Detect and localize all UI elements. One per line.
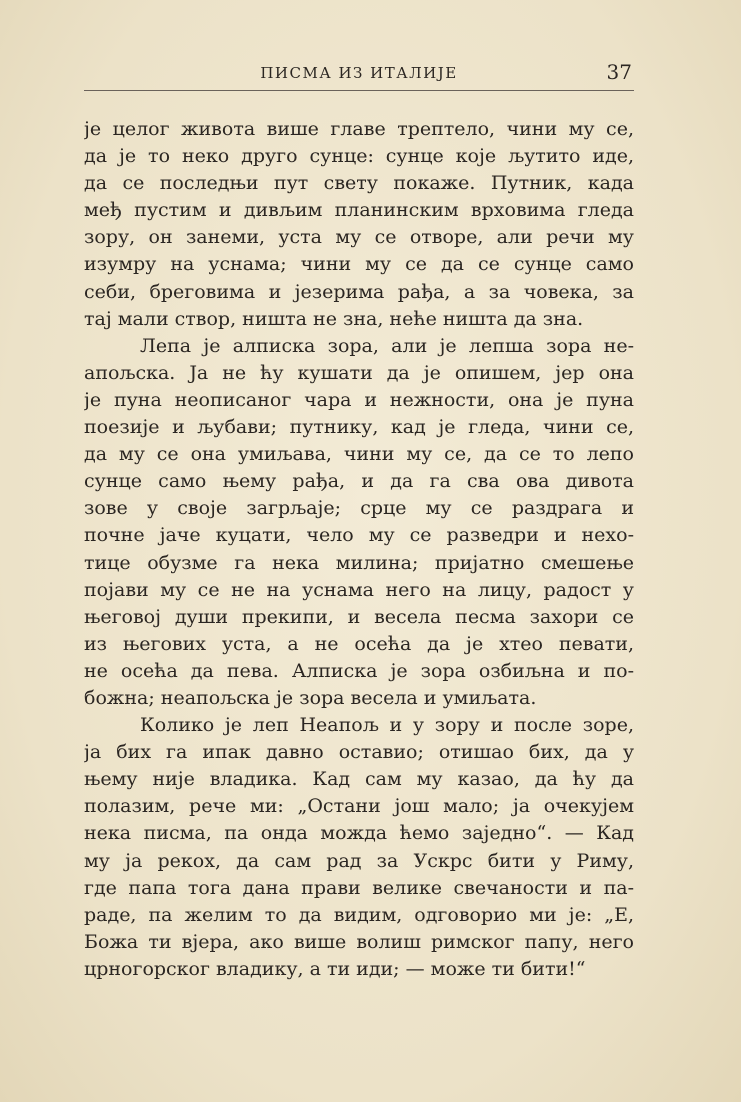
text-line: Колико је леп Неапољ и у зору и после зоре, [140,714,634,737]
text-line: да се последњи пут свету покаже. Путник, када [84,172,634,195]
text-line: појави му се не на уснама него на лицу, радост у [84,578,634,601]
text-line: ја бих га ипак давно оставио; отишао бих, да у [84,741,634,764]
text-line: да је то неко друго сунце: сунце које љутито иде, [84,145,634,168]
body-text [84,116,634,983]
text-line: божна; неапољска је зора весела и умиљата. [84,686,537,709]
text-line: њему није владика. Кад сам му казао, да ћу да [84,768,634,791]
paragraph-3 [84,712,634,983]
text-line: зове у своје загрљаје; срце му се раздрага и [84,497,634,520]
text-line: где папа тога дана прави велике свечаности и па- [84,876,634,899]
text-line: му ја рекох, да сам рад за Ускрс бити у Риму, [84,849,634,872]
text-line: из његових уста, а не осећа да је хтео певати, [84,632,634,655]
text-line: полазим, рече ми: „Остани још мало; ја очекујем [84,795,634,818]
text-line: апољска. Ја не ћу кушати да је опишем, јер она [84,361,634,384]
text-line: је пуна неописаног чара и нежности, она је пуна [84,388,634,411]
text-line: изумру на уснама; чини му се да се сунце само [84,253,634,276]
page-number: 37 [606,60,632,84]
text-line: Лепа је алписка зора, али је лепша зора не- [140,334,634,357]
paragraph-1 [84,116,634,333]
text-line: сунце само њему рађа, и да га сва ова дивота [84,470,634,493]
text-line: тице обузме га нека милина; пријатно смешење [84,551,634,574]
text-line: зору, он занеми, уста му се отворе, али речи му [84,226,634,249]
text-line: црногорског владику, а ти иди; — може ти бити!“ [84,957,586,980]
text-line: је целог живота више главе трептело, чини му се, [84,118,634,140]
text-line: поезије и љубави; путнику, кад је гледа, чини се, [84,416,634,439]
text-line: његовој души прекипи, и весела песма захори се [84,605,634,628]
running-title: ПИСМА ИЗ ИТАЛИЈЕ [260,64,458,82]
text-line: нека писма, па онда можда ћемо заједно“. — Кад [84,822,634,845]
text-line: тај мали створ, ништа не зна, неће ништа да зна. [84,307,584,330]
text-line: Божа ти вјера, ако више волиш римског папу, него [84,930,634,953]
text-line: себи, бреговима и језерима рађа, а за човека, за [84,280,634,303]
page-header [84,60,634,91]
text-line: не осећа да пева. Алписка је зора озбиљна и по- [84,659,634,682]
paragraph-2 [84,333,634,712]
text-line: почне јаче куцати, чело му се разведри и нехо- [84,524,634,547]
text-line: међ пустим и дивљим планинским врховима гледа [84,199,634,222]
text-line: раде, па желим то да видим, одговорио ми је: „Е, [84,903,634,926]
text-line: да му се она умиљава, чини му се, да се то лепо [84,443,634,466]
